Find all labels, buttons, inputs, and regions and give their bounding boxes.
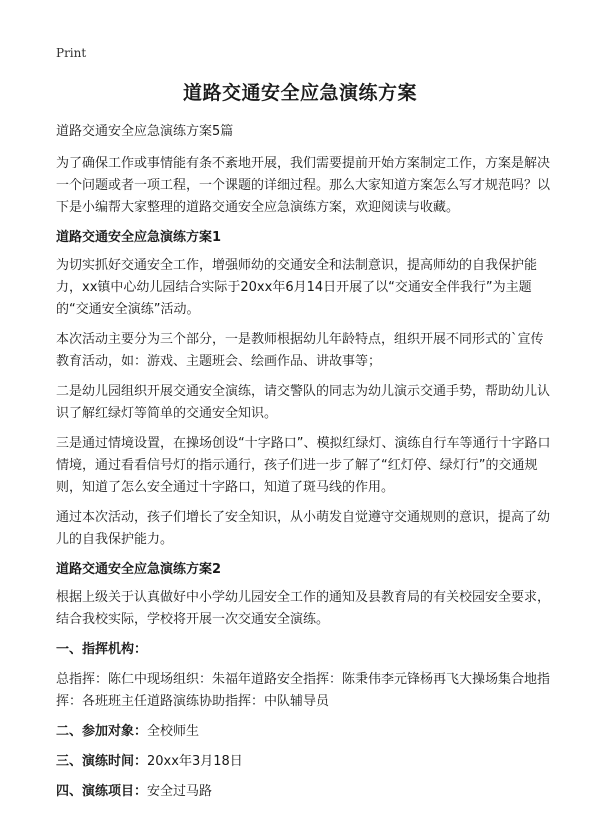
document-subtitle: 道路交通安全应急演练方案5篇 (56, 124, 234, 139)
section-1-paragraph: 二是幼儿园组织开展交通安全演练，请交警队的同志为幼儿演示交通手势，帮助幼儿认识了解红绿灯等简单的交通安全知识。 (56, 384, 551, 421)
item-label: 四、演练项目： (56, 784, 148, 799)
section-1-paragraph: 通过本次活动，孩子们增长了安全知识，从小萌发自觉遵守交通规则的意识，提高了幼儿的自我保护能力。 (56, 510, 551, 547)
section-1-paragraph: 为切实抓好交通安全工作，增强师幼的交通安全和法制意识，提高师幼的自我保护能力，xx镇中心幼儿园结合实际于20xx年6月14日开展了以“交通安全伴我行”为主题的“交通安全演练”活动。 (56, 258, 538, 317)
page-title: 道路交通安全应急演练方案 (182, 82, 417, 104)
section-1-heading: 道路交通安全应急演练方案1 (56, 230, 222, 245)
section-2-paragraph: 根据上级关于认真做好中小学幼儿园安全工作的通知及县教育局的有关校园安全要求，结合我校实际，学校将开展一次交通安全演练。 (56, 590, 551, 627)
item-text: 安全过马路 (147, 784, 213, 799)
print-link[interactable]: Print (56, 46, 87, 60)
section-2-heading: 道路交通安全应急演练方案2 (56, 562, 222, 577)
section-2-item (56, 721, 556, 743)
section-1-paragraph: 三是通过情境设置，在操场创设“十字路口”、模拟红绿灯、演练自行车等通行十字路口情境，通过看看信号灯的指示通行，孩子们进一步了解了“红灯停、绿灯行”的交通规则，知道了怎么安全通过十字路口，知道了斑马线的作用。 (56, 436, 551, 495)
item-text: 20xx年3月18日 (147, 754, 243, 769)
item-label: 一、指挥机构： (56, 642, 148, 657)
section-2-item (56, 751, 556, 773)
item-label: 二、参加对象： (56, 724, 148, 739)
section-1-paragraph: 本次活动主要分为三个部分，一是教师根据幼儿年龄特点，组织开展不同形式的`宣传教育活动，如：游戏、主题班会、绘画作品、讲故事等； (56, 332, 544, 369)
item-label: 三、演练时间： (56, 754, 148, 769)
document-body (56, 121, 556, 811)
item-text: 全校师生 (147, 724, 200, 739)
intro-paragraph: 为了确保工作或事情能有条不紊地开展，我们需要提前开始方案制定工作，方案是解决一个问题或者一项工程，一个课题的详细过程。那么大家知道方案怎么写才规范吗？以下是小编帮大家整理的道路交通安全应急演练方案，欢迎阅读与收藏。 (56, 156, 551, 215)
section-2-item (56, 781, 556, 803)
section-2-item: 总指挥：陈仁中现场组织：朱福年道路安全指挥：陈秉伟李元锋杨再飞大操场集合地指挥：各班班主任道路演练协助指挥：中队辅导员 (56, 672, 551, 709)
section-2-item (56, 639, 556, 661)
